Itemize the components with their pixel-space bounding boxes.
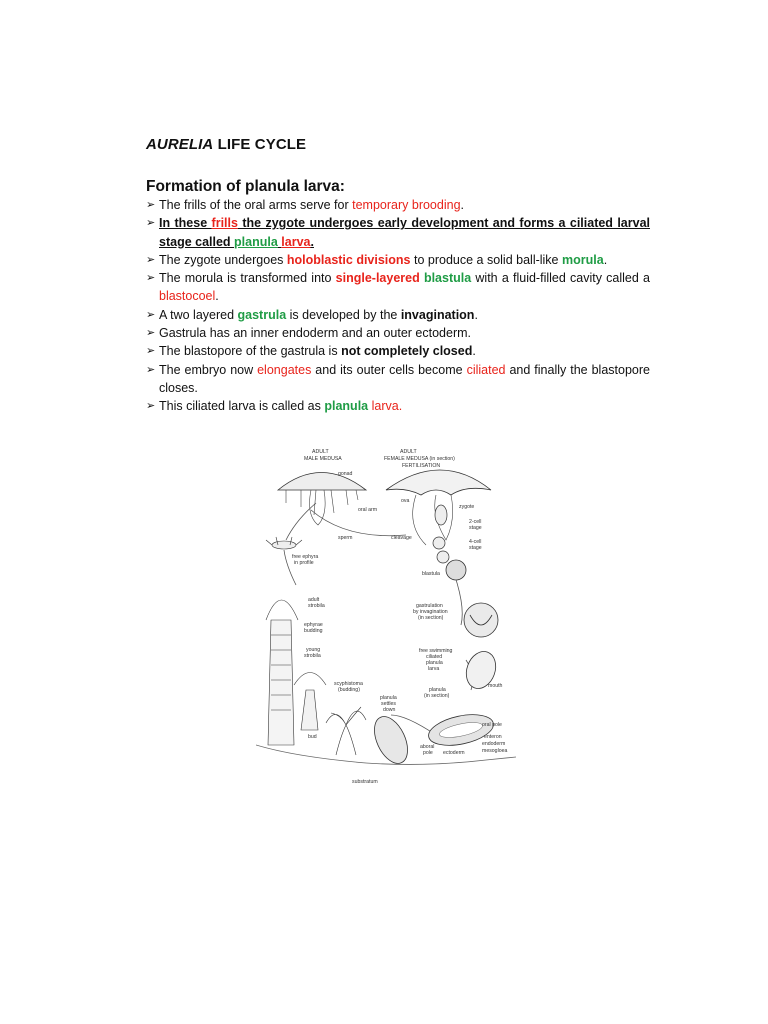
bullet-text-segment: blastula (423, 271, 472, 286)
bullet-text-segment: elongates (257, 362, 312, 377)
label-free-swim-b: ciliated (426, 654, 443, 660)
section-heading: Formation of planula larva: (146, 178, 345, 195)
bullet-text-segment: This ciliated larva is called as (159, 399, 325, 414)
bullet-item (146, 196, 650, 214)
bullet-arrow-icon: ➢ (146, 272, 156, 285)
label-fertilisation: FERTILISATION (402, 463, 441, 469)
label-4cell-a: 4-cell (469, 539, 482, 545)
label-adult-female: ADULT (400, 449, 417, 455)
bullet-text-segment: blastocoel (159, 289, 216, 304)
bullet-text-segment: . (460, 198, 465, 212)
label-planula-settles-b: settles (381, 701, 396, 707)
adult-strobila-illustration (266, 600, 298, 745)
bullet-text-segment: morula (562, 252, 604, 267)
bullet-arrow-icon: ➢ (146, 327, 156, 340)
label-planula-section-a: planula (429, 687, 446, 693)
bullet-text-segment: and finally the blastopore closes. (159, 362, 650, 395)
label-adult-strobila-b: strobila (308, 603, 325, 609)
ephyra-arrow (286, 503, 316, 540)
label-free-swim-a: free swimming (419, 648, 453, 654)
bullet-arrow-icon: ➢ (146, 308, 156, 321)
bullet-text-segment: . (310, 234, 314, 249)
bullet-text-segment: The zygote undergoes (159, 252, 287, 267)
label-mouth: mouth (488, 683, 503, 689)
sperm-arrow (311, 510, 406, 536)
bullet-list (146, 196, 650, 416)
label-aboral-b: pole (423, 750, 433, 756)
bullet-text-segment: Gastrula has an inner endoderm and an outer ectoderm. (159, 326, 471, 341)
label-4cell-b: stage (469, 545, 482, 551)
bullet-arrow-icon: ➢ (146, 363, 156, 376)
bullet-text-segment: planula (324, 399, 369, 414)
bullet-arrow-icon: ➢ (146, 199, 156, 211)
label-female-medusa: FEMALE MEDUSA (in section) (384, 456, 455, 462)
label-enteron: enteron (484, 734, 502, 740)
bullet-text-segment: . (603, 252, 608, 267)
young-strobila-illustration (294, 673, 326, 731)
ephyra-illustration (266, 537, 302, 549)
label-zygote: zygote (459, 504, 475, 510)
label-bud: bud (308, 734, 317, 740)
label-2cell-a: 2-cell (469, 519, 482, 525)
scyphistoma-illustration (326, 707, 366, 755)
label-sperm: sperm (338, 535, 353, 541)
bullet-text-segment: The embryo now (159, 362, 258, 377)
label-free-ephyra-a: free ephyra (292, 554, 319, 560)
bullet-text-segment: and its outer cells become (311, 362, 467, 377)
label-adult-strobila-a: adult (308, 597, 320, 603)
label-aboral-a: aboral (420, 744, 435, 750)
label-ectoderm: ectoderm (443, 750, 465, 756)
bullet-text-segment: The frills of the oral arms serve for (159, 198, 353, 212)
label-gastrulation-a: gastrulation (416, 603, 443, 609)
bullet-text-segment: . (215, 289, 219, 304)
bullet-text-segment: holoblastic divisions (286, 252, 411, 267)
bullet-arrow-icon: ➢ (146, 253, 156, 266)
bullet-item (146, 361, 650, 398)
male-medusa-illustration (278, 473, 366, 526)
bullet-text-segment: single-layered (335, 271, 420, 286)
label-planula-section-b: (in section) (424, 693, 450, 699)
bullet-text-segment: with a fluid-filled cavity called a (471, 271, 650, 286)
bullet-text-segment: gastrula (237, 307, 287, 322)
bullet-text-segment: not completely closed (341, 344, 473, 359)
label-young-strobila-a: young (306, 647, 321, 653)
label-male-medusa: MALE MEDUSA (304, 456, 342, 462)
label-ephyrae-b: budding (304, 628, 323, 634)
label-ephyrae-a: ephyrae (304, 622, 323, 628)
label-oral-arm: oral arm (358, 507, 378, 513)
bullet-text-segment: is developed by the (286, 307, 401, 322)
bullet-text-segment: The morula is transformed into (159, 271, 336, 286)
bullet-text-segment: ciliated (466, 362, 506, 377)
bullet-item (146, 324, 650, 342)
title-rest: LIFE CYCLE (213, 136, 307, 153)
label-oral-pole: oral pole (482, 722, 502, 728)
bullet-text-segment: temporary brooding (352, 198, 461, 212)
label-substratum: substratum (352, 779, 378, 785)
label-gonad: gonad (338, 471, 353, 477)
bullet-item (146, 214, 650, 251)
label-2cell-b: stage (469, 525, 482, 531)
bullet-text-segment: . (474, 307, 478, 322)
title-italic: AURELIA (146, 136, 214, 153)
bullet-item (146, 251, 650, 269)
bullet-text-segment: larva (281, 234, 311, 249)
label-free-swim-d: larva (428, 666, 440, 672)
label-free-swim-c: planula (426, 660, 443, 666)
bullet-text-segment: planula (234, 234, 278, 249)
bullet-text-segment: A two layered (159, 307, 238, 322)
bullet-text-segment: to produce a solid ball-like (410, 252, 562, 267)
label-scyphistoma-a: scyphistoma (334, 681, 363, 687)
label-cleavage: cleavage (391, 535, 412, 541)
bullet-text-segment: frills (211, 216, 238, 231)
bullet-arrow-icon: ➢ (146, 217, 156, 230)
label-young-strobila-b: strobila (304, 653, 321, 659)
label-planula-settles-c: down (383, 707, 396, 713)
bullet-text-segment: The blastopore of the gastrula is (159, 344, 342, 359)
bullet-text-segment: larva. (371, 399, 403, 414)
cleavage-stages (433, 505, 449, 563)
bullet-text-segment: In these (159, 216, 212, 231)
label-gastrulation-b: by invagination (413, 609, 448, 615)
label-adult-male: ADULT (312, 449, 329, 455)
label-ova: ova (401, 498, 410, 504)
bullet-text-segment: invagination (400, 307, 475, 322)
label-scyphistoma-b: (budding) (338, 687, 360, 693)
life-cycle-svg (256, 445, 516, 790)
bullet-text-segment: the zygote undergoes early development and forms a ciliated larval stage called (159, 216, 650, 249)
label-planula-settles-a: planula (380, 695, 397, 701)
label-endoderm: endoderm (482, 741, 506, 747)
label-mesogloea: mesogloea (482, 748, 508, 754)
bullet-arrow-icon: ➢ (146, 400, 156, 413)
bullet-text-segment: . (472, 344, 476, 359)
label-gastrulation-c: (in section) (418, 615, 444, 621)
blastula-illustration (446, 560, 466, 580)
bullet-item (146, 342, 650, 360)
bullet-item (146, 397, 650, 415)
settled-planula-illustration (368, 711, 415, 768)
bullet-item (146, 269, 650, 306)
bullet-item (146, 306, 650, 324)
gastrula-illustration (464, 603, 498, 637)
label-free-ephyra-b: in profile (294, 560, 314, 566)
label-blastula: blastula (422, 571, 440, 577)
page-title (146, 136, 306, 153)
aurelia-life-cycle-diagram (256, 445, 516, 790)
bullet-arrow-icon: ➢ (146, 345, 156, 358)
